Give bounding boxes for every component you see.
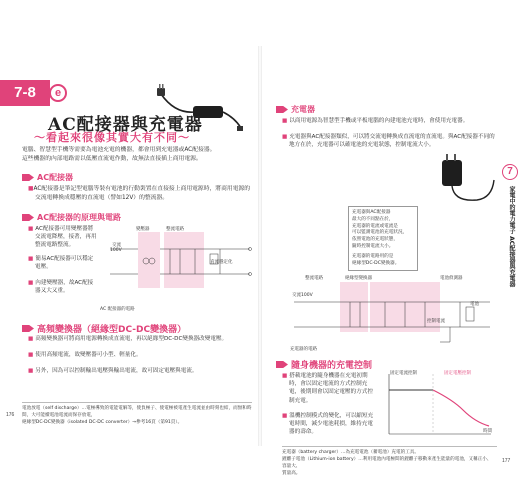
speech-bubble: 充電器與AC配接器 最大的不同點在於， 充電器的電流或電流是 可以監測電池的充電狀況， 依照電池的充電狀態， 隨時控制電流大小。 充電器的電路用的是 絕緣型DC-DC變換器。 xyxy=(348,206,418,271)
fig2-battery-label: 電池 xyxy=(470,302,479,307)
section-number-badge: 7-8 xyxy=(0,80,50,106)
fig1-input-label: 交流 xyxy=(112,243,121,248)
heading-marker-icon xyxy=(276,106,288,113)
heading-marker-icon xyxy=(22,214,34,221)
footnotes-left: 電池放電（self discharge）…電極導致的電能電解等，使負極子、使電極被電產生電流並由時刻也結，而無和時 間，大可能續電池電流而保存放電， 絕緣型DC-DC變換器（isolated DC-DC converter）→參考16頁（第91頁）。 xyxy=(22,406,252,425)
heading-marker-icon xyxy=(22,325,34,332)
fig2-dcdc-label: 絕緣型變換器 xyxy=(345,276,372,281)
section-icon: e xyxy=(49,84,67,102)
heading-charger: 充電器 xyxy=(276,104,315,115)
heading-portable-charge: 隨身機器的充電控制 xyxy=(276,358,372,371)
heading-dcdc: 高頻變換器（絕緣型DC-DC變換器） xyxy=(22,322,186,335)
footnote-divider xyxy=(282,446,497,447)
heading-marker-icon xyxy=(276,361,288,368)
book-spread xyxy=(0,46,520,476)
charger-illustration xyxy=(432,150,502,210)
fig2-detector-label: 電池偵測器 xyxy=(440,276,463,281)
heading-marker-icon xyxy=(22,174,34,181)
intro-paragraph xyxy=(22,146,252,163)
ac-line: 交流電轉換成穩壓的直流電（譬如12V）的整流器。 xyxy=(35,194,169,201)
charger-bullet: ■ 充電器與AC配接器類似，可以將交流電轉換成直流電的直流電。與AC配接器不同的 地方在於，充電器可以確電池的充電狀態，控制電流大小。 xyxy=(282,134,495,149)
principle-bullet: ■ AC配接器可用變壓器將 交流電降壓，接著，再用 整流電路整流。 xyxy=(28,226,97,249)
intro-line: 電腦、智慧型手機等需要為電池充電的機器，都會用到充電器或AC配接器。 xyxy=(22,147,216,153)
fig1-input-voltage: 100V xyxy=(110,248,122,253)
ac-paragraph xyxy=(28,185,253,202)
chapter-number-icon: 7 xyxy=(502,164,518,180)
page-number-right: 177 xyxy=(502,458,511,464)
graph-cc-label: 固定電流控制 xyxy=(390,371,417,376)
charger-circuit-diagram xyxy=(290,272,502,352)
ac-line: ■AC配接器是筆記型電腦等裝有電池的行動裝置在直接接上商用電源時，將商用電源的 xyxy=(28,186,251,192)
fig2-caption: 充電器的電路 xyxy=(290,347,317,352)
graph-cv-label: 固定電壓控制 xyxy=(444,371,471,376)
portable-bullet: ■ 搭載電池的隨身機器在充電初期 時，會以固定電流的方式控制充 電，後期則會以固定電壓的方式控 制充電。 xyxy=(282,373,373,404)
fig2-input-label: 交流100V xyxy=(292,293,313,298)
chapter-side-title: 家電中的電力電子 AC配接器與充電器 xyxy=(508,186,515,288)
charger-bullet: ■ 以商用電源為智慧型手機或平板電腦的內建電池充電時，會使用充電器。 xyxy=(282,118,469,124)
principle-bullet: ■ 簡易AC配接器可以穩定 電壓。 xyxy=(28,256,94,271)
intro-line: 這些機器的內部電路需以低壓直流電作動，故無法直接插上商用電源。 xyxy=(22,155,202,162)
left-page xyxy=(0,46,258,446)
heading-principle: AC配接器的原理與電路 xyxy=(22,212,121,223)
page-title: AC配接器與充電器 xyxy=(48,115,203,135)
dcdc-bullet: ■ 另外，因為可以控制輸出電壓與輸出電流，故可固定電壓與電流。 xyxy=(28,368,198,374)
dcdc-bullet: ■ 使用高頻電流，故變壓器可小型、輕量化。 xyxy=(28,352,142,358)
page-subtitle: ～看起來很像其實大有不同～ xyxy=(34,131,190,144)
dcdc-bullet: ■ 高頻變換器可將商用電源轉換成直流電，再以絕緣型DC-DC變換器改變電壓。 xyxy=(28,336,228,342)
portable-bullet: ■ 溫機控制模式的變化，可以縮短充 電時間，減少電池耗損，維持充電 器的壽命。 xyxy=(282,413,374,436)
fig1-caption: AC 配接器的電路 xyxy=(100,307,135,312)
heading-ac-adapter: AC配接器 xyxy=(22,172,73,183)
graph-time-label: 時間 xyxy=(483,429,492,434)
fig1-transformer-label: 變壓器 xyxy=(136,227,150,232)
principle-bullet: ■ 內建變壓器，故AC配接 器又大又重。 xyxy=(28,280,94,295)
footnote-divider xyxy=(22,402,252,403)
page-number-left: 176 xyxy=(6,412,15,418)
fig2-control-label: 控制電流 xyxy=(427,319,445,324)
footnotes-right: 充電器（battery charger）…為充電電池（蓄電池）充電的工具。 鋰離子電池（Lithium-ion battery）…利用電池內電極間的鋰離子移動來產生能量的電池，又稱正小、容量大、 質量高。 xyxy=(282,450,492,476)
fig2-rectifier-label: 整流電路 xyxy=(305,276,323,281)
charge-control-graph xyxy=(383,370,495,442)
fig1-rectifier-label: 整流電路 xyxy=(166,227,184,232)
fig1-output-label: 直流穩定化 xyxy=(210,260,233,265)
